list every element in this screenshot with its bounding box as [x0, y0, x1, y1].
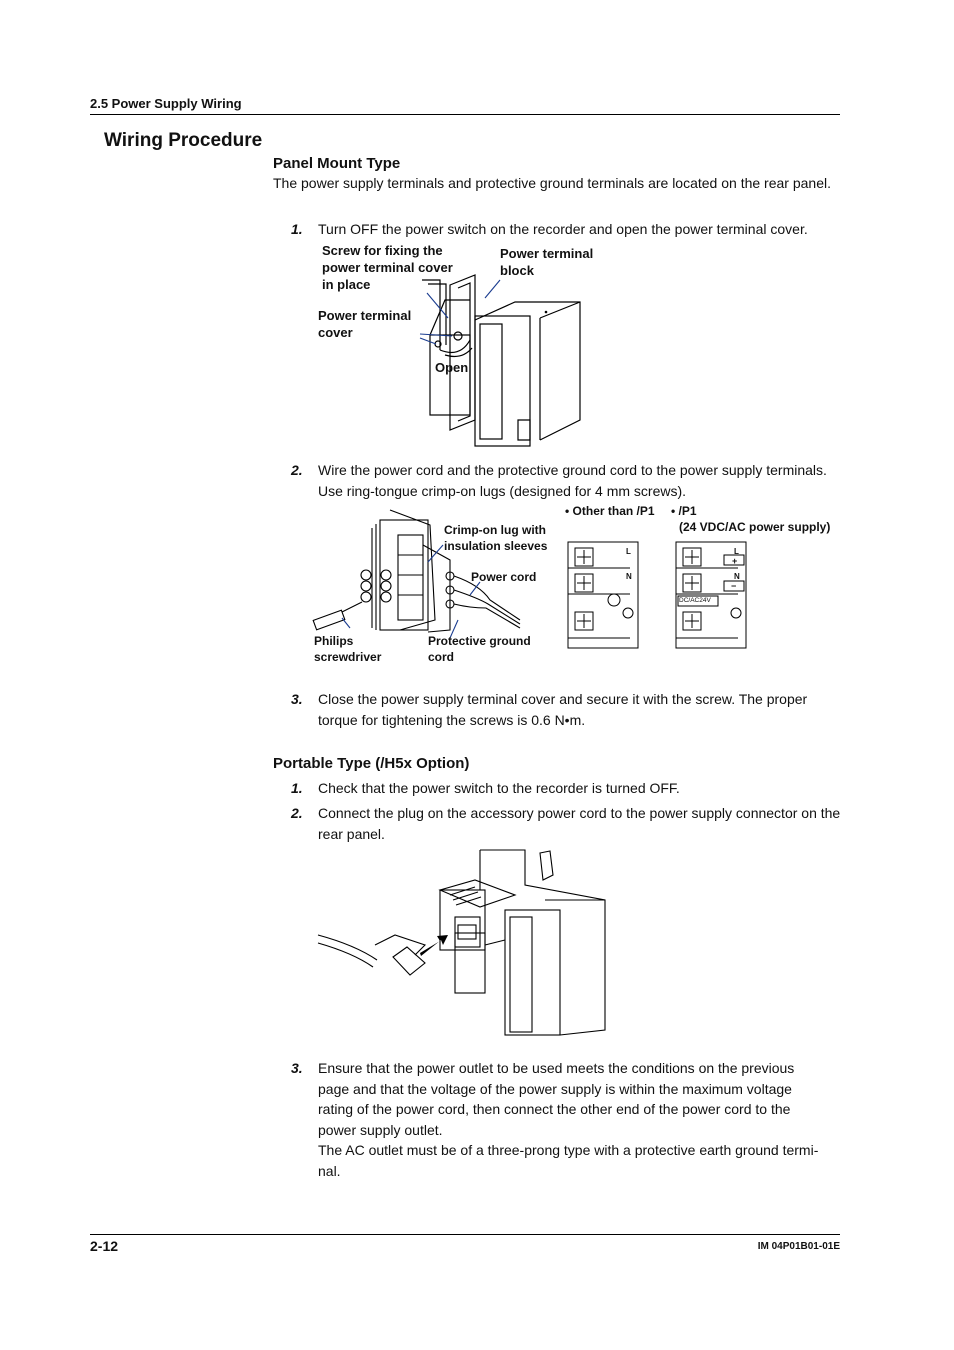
step-number: 1.: [291, 780, 303, 796]
portable-heading: Portable Type (/H5x Option): [273, 755, 470, 772]
step-text: Close the power supply terminal cover and secure it with the screw. The proper torque for tightening the screws is 0.6 N•m.: [318, 691, 808, 728]
screw-label: Screw for fixing the power terminal cover in place: [322, 243, 453, 292]
screwdriver-label: Philips screwdriver: [314, 634, 382, 664]
power-cord-label: Power cord: [471, 570, 537, 584]
terminal-n-label: N: [734, 572, 740, 581]
step-text: Connect the plug on the accessory power cord to the power supply connector on the rear panel.: [318, 805, 841, 842]
footer-rule: [90, 1234, 840, 1235]
p1-label: • /P1: [671, 504, 697, 518]
panel-heading: Panel Mount Type: [273, 155, 401, 172]
portable-drawing: [315, 845, 610, 1040]
terminal-n-label: N: [626, 572, 632, 581]
page-number: 2-12: [90, 1238, 119, 1254]
figure-portable: [315, 845, 610, 1040]
terminal-l-label: L: [626, 547, 631, 556]
power-terminal-cover-label: Power terminal cover: [318, 308, 412, 340]
terminal-l-label: L: [734, 547, 739, 556]
step-number: 1.: [291, 221, 303, 237]
outlet-note: The AC outlet must be of a three-prong type with a protective earth ground termi-nal.: [318, 1142, 819, 1179]
step-text: Check that the power switch to the recorder is turned OFF.: [318, 780, 680, 796]
dcac-label: DC/AC24V: [679, 597, 711, 604]
step-number: 3.: [291, 691, 303, 707]
figure-wiring: [310, 500, 850, 670]
power-terminal-block-label: Power terminal block: [500, 246, 594, 278]
section-header: 2.5 Power Supply Wiring: [90, 96, 242, 111]
step-text: Turn OFF the power switch on the recorder and open the power terminal cover.: [318, 221, 808, 237]
crimp-lug-label: Crimp-on lug with insulation sleeves: [444, 523, 548, 553]
step-number: 2.: [291, 805, 303, 821]
header-rule: [90, 114, 840, 115]
page-title: Wiring Procedure: [104, 130, 263, 151]
step-number: 2.: [291, 462, 303, 478]
document-id: IM 04P01B01-01E: [757, 1241, 840, 1252]
protective-ground-label: Protective ground cord: [428, 634, 531, 664]
step-text: Wire the power cord and the protective ground cord to the power supply terminals. Use ring-tongue crimp-on lugs (designed for 4 mm screws).: [318, 462, 827, 499]
terminal-plus-label: +: [732, 556, 738, 566]
other-than-p1-label: • Other than /P1: [565, 504, 655, 518]
figure-terminal-cover: [310, 240, 594, 450]
terminal-minus-label: −: [731, 581, 737, 591]
step-number: 3.: [291, 1060, 303, 1076]
p1-sub-label: (24 VDC/AC power supply): [679, 520, 831, 534]
open-label: Open: [435, 360, 469, 375]
panel-intro: The power supply terminals and protective ground terminals are located on the rear panel.: [273, 175, 831, 191]
step-text: Ensure that the power outlet to be used meets the conditions on the previous page and that the voltage of the power supply is within the maximum voltage rating of the power cord, then connect the other end of the power cord to the power supply outlet.: [318, 1060, 795, 1138]
